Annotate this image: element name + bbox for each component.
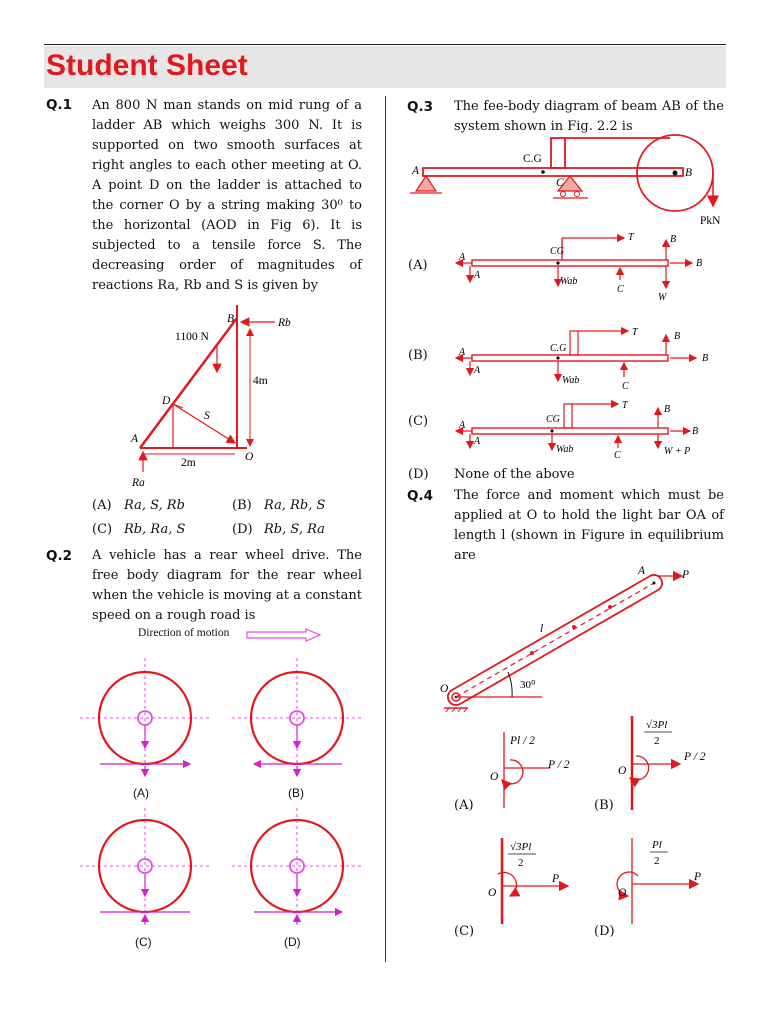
svg-text:T: T [628, 232, 634, 243]
svg-text:P / 2: P / 2 [684, 751, 706, 763]
svg-text:B: B [664, 404, 671, 415]
q3-fig-cg: C.G [523, 153, 542, 165]
q3-option-a[interactable]: (A) [408, 258, 428, 273]
q3-fig-A: A [412, 165, 420, 177]
q4-number: Q.4 [407, 488, 433, 504]
q2-option-a[interactable]: (A) [133, 786, 149, 800]
q1-fig-Ra: Ra [132, 477, 145, 489]
q4-answer-a [480, 730, 610, 810]
q2-option-b[interactable]: (B) [288, 786, 304, 800]
q4-option-a[interactable]: (A) [454, 798, 474, 813]
svg-text:C: C [622, 381, 629, 392]
q3-fig-C: C [556, 177, 564, 189]
q3-fig-B: B [685, 167, 693, 179]
q2-motion-arrow [246, 628, 322, 642]
q1-number: Q.1 [46, 97, 72, 113]
svg-text:CG: CG [550, 246, 564, 257]
svg-text:A: A [459, 347, 466, 358]
svg-text:B: B [670, 234, 677, 245]
svg-text:B: B [692, 426, 699, 437]
q4-answer-b [618, 712, 738, 812]
svg-text:A: A [459, 420, 466, 431]
svg-text:A: A [474, 270, 481, 281]
q3-number: Q.3 [407, 99, 433, 115]
svg-text:C: C [614, 450, 621, 461]
q4-text: The force and moment which must be applied at O to hold the light bar OA of length l (shown in Figure in equilibrium are [454, 488, 724, 563]
q4-option-d[interactable]: (D) [594, 924, 615, 939]
q2-wheel-b [232, 658, 362, 776]
q3-option-c[interactable]: (C) [408, 414, 429, 429]
q2-wheels-figure [78, 656, 368, 956]
svg-text:P: P [552, 873, 560, 885]
q2-option-c[interactable]: (C) [135, 935, 152, 949]
svg-text:√3Pl: √3Pl [646, 719, 668, 731]
q1-fig-S: S [204, 410, 210, 422]
svg-text:O: O [490, 771, 499, 783]
svg-text:O: O [618, 765, 627, 777]
q2-option-d[interactable]: (D) [284, 935, 301, 949]
q1-fig-B: B [227, 313, 235, 325]
q4-answer-c [488, 836, 588, 926]
svg-text:l: l [540, 623, 544, 635]
q3-fig-load: PkN [700, 215, 721, 227]
svg-text:O: O [618, 887, 627, 899]
svg-text:Wab: Wab [560, 276, 578, 287]
q1-fig-height: 4m [253, 375, 268, 387]
svg-text:2: 2 [654, 855, 660, 867]
svg-text:Pl / 2: Pl / 2 [510, 735, 535, 747]
q3-fbd-a [452, 230, 722, 305]
q1-ladder-figure [125, 300, 305, 495]
q3-fbd-b [452, 325, 722, 395]
column-divider [385, 96, 386, 962]
q4-option-c[interactable]: (C) [454, 924, 475, 939]
q1-option-d[interactable]: (D) Rb, S, Ra [232, 522, 325, 537]
svg-text:Wab: Wab [562, 375, 580, 386]
q2-wheel-c [80, 808, 210, 926]
svg-text:2: 2 [654, 735, 660, 747]
svg-text:O: O [488, 887, 497, 899]
svg-text:Wab: Wab [556, 444, 574, 455]
q2-text: A vehicle has a rear wheel drive. The free body diagram for the rear wheel when the vehicle is moving at a constant speed on a rough road is [92, 548, 362, 623]
q2-wheel-a [80, 658, 210, 776]
svg-text:√3Pl: √3Pl [510, 841, 532, 853]
q1-fig-A: A [131, 433, 139, 445]
q1-option-a[interactable]: (A) Ra, S, Rb [92, 498, 185, 513]
svg-text:A: A [638, 565, 646, 577]
svg-text:W + P: W + P [664, 446, 691, 457]
svg-text:B: B [696, 258, 703, 269]
svg-text:2: 2 [518, 857, 524, 869]
svg-text:P: P [694, 871, 702, 883]
svg-text:C: C [617, 284, 624, 295]
svg-text:O: O [440, 683, 449, 695]
q2-number: Q.2 [46, 548, 72, 564]
q2-motion-label: Direction of motion [138, 627, 230, 639]
svg-text:P / 2: P / 2 [548, 759, 570, 771]
q1-fig-D: D [162, 395, 171, 407]
q1-fig-load: 1100 N [175, 331, 209, 343]
svg-text:P: P [682, 569, 690, 581]
q4-answer-d [618, 836, 718, 926]
q1-text: An 800 N man stands on mid rung of a ladder AB which weighs 300 N. It is supported on two smooth surfaces at right angles to each other meeting at O. A point D on the ladder is attached to the corner O by a string making 30⁰ to the horizontal (AOD in Fig 6). It is subjected to a tensile force S. The decreasing order of magnitudes of reactions Ra, Rb and S is given by [92, 98, 362, 293]
svg-text:B: B [702, 353, 709, 364]
svg-text:T: T [632, 327, 638, 338]
svg-text:T: T [622, 400, 628, 411]
svg-text:30⁰: 30⁰ [520, 679, 536, 691]
q3-option-b[interactable]: (B) [408, 348, 428, 363]
q1-fig-O: O [245, 451, 254, 463]
svg-text:W: W [658, 292, 667, 303]
page-title: Student Sheet [46, 49, 248, 82]
q1-option-b[interactable]: (B) Ra, Rb, S [232, 498, 326, 513]
svg-text:A: A [459, 252, 466, 263]
svg-text:B: B [674, 331, 681, 342]
svg-text:CG: CG [546, 414, 560, 425]
q4-bar-figure [432, 562, 722, 712]
q2-wheel-d [232, 808, 362, 926]
q3-text: The fee-body diagram of beam AB of the system shown in Fig. 2.2 is [454, 99, 724, 134]
svg-text:A: A [474, 436, 481, 447]
svg-text:A: A [474, 365, 481, 376]
q4-option-b[interactable]: (B) [594, 798, 614, 813]
svg-text:C.G: C.G [550, 343, 567, 354]
q3-option-d[interactable]: (D) None of the above [408, 467, 575, 482]
q1-option-c[interactable]: (C) Rb, Ra, S [92, 522, 186, 537]
q1-fig-Rb: Rb [278, 317, 291, 329]
q3-beam-figure [408, 136, 738, 231]
q1-fig-base: 2m [181, 457, 196, 469]
svg-text:Pl: Pl [652, 839, 662, 851]
q3-fbd-c [452, 398, 722, 464]
